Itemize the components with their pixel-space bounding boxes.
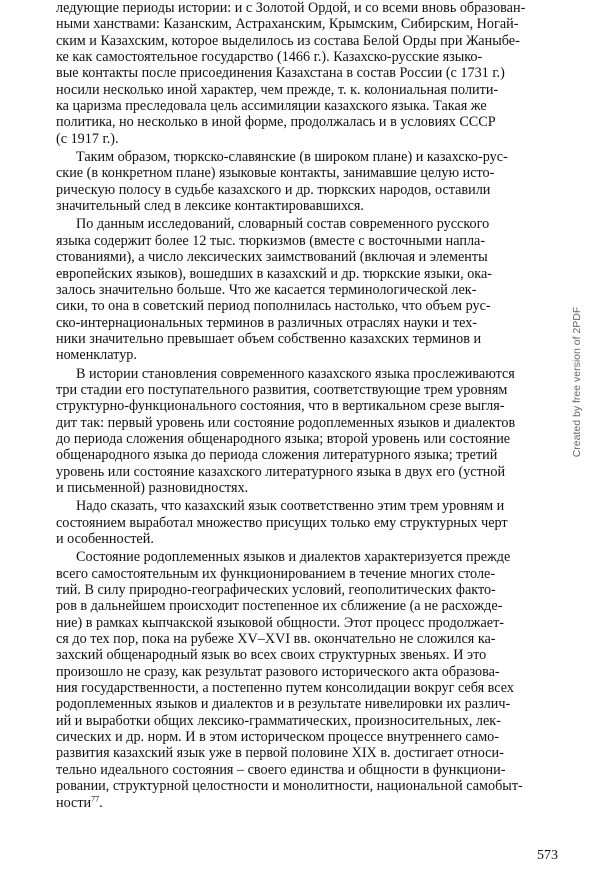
text-line: языка содержит более 12 тыс. тюркизмов (вместе с восточными напла- xyxy=(56,232,486,249)
text-line: залось значительно больше. Что же касается терминологической лек- xyxy=(56,281,477,298)
text-line: ке как самостоятельное государство (1466 г.). Казахско-русские языко- xyxy=(56,49,483,66)
text-line: ским и Казахским, которое выделилось из состава Белой Орды при Жаныбе- xyxy=(56,32,520,49)
text-line: Таким образом, тюркско-славянские (в широком плане) и казахско-рус- xyxy=(76,149,508,166)
paragraph-5 xyxy=(56,498,568,547)
paragraph-1 xyxy=(56,0,568,147)
text-line: тельно идеального состояния – своего единства и общности в функциони- xyxy=(56,761,506,778)
text-line: ий и выработки общих лексико-грамматических, произносительных, лек- xyxy=(56,712,501,729)
page-body xyxy=(56,0,568,811)
watermark-text: Created by free version of 2PDF xyxy=(571,306,583,458)
text-line: ка царизма преследовала цель ассимиляции казахского языка. Такая же xyxy=(56,98,487,115)
text-line: ние) в рамках кыпчакской языковой общности. Этот процесс продолжает- xyxy=(56,614,504,631)
text-line: состоянием выработал множество присущих только ему структурных черт xyxy=(56,514,508,531)
text-line: и письменной) разновидностях. xyxy=(56,479,249,496)
text-line: Надо сказать, что казахский язык соответственно этим трем уровням и xyxy=(76,498,505,515)
text-line: уровень или состояние казахского литературного языка в двух его (устной xyxy=(56,463,506,480)
text-line: значительный след в лексике контактировавшихся. xyxy=(56,198,364,215)
text-line: сики, то она в советский период пополнилась настолько, что объем рус- xyxy=(56,298,491,315)
text-line: европейских языков), вошедших в казахский и др. тюркские языки, ока- xyxy=(56,265,493,282)
text-line: дит так: первый уровень или состояние родоплеменных языков и диалектов xyxy=(56,414,516,431)
text-line: ско-интернациональных терминов в различных отраслях науки и тех- xyxy=(56,314,478,331)
text-line: захский общенародный язык во всех своих структурных звеньях. И это xyxy=(56,647,487,664)
text-fragment: ности xyxy=(56,794,92,811)
text-line: тий. В силу природно-географических условий, геополитических факто- xyxy=(56,582,496,599)
text-line: политика, но несколько в иной форме, продолжалась и в условиях СССР xyxy=(56,114,496,131)
text-line: ся до тех пор, пока на рубеже XV–XVI вв. окончательно не сложился ка- xyxy=(56,631,496,648)
text-line-last xyxy=(56,795,568,811)
text-line: произошло не сразу, как результат разового исторического акта образова- xyxy=(56,663,500,680)
text-line: ния государственности, а постепенно путем консолидации вокруг себя всех xyxy=(56,680,514,697)
text-line: ными ханствами: Казанским, Астраханским, Крымским, Сибирским, Ногай- xyxy=(56,16,519,33)
text-line: номенклатур. xyxy=(56,347,137,364)
text-line: стованиями), а число лексических заимствований (включая и элементы xyxy=(56,249,488,266)
text-line: По данным исследований, словарный состав современного русского xyxy=(76,216,490,233)
text-line: носили несколько иной характер, чем прежде, т. к. колониальная полити- xyxy=(56,81,499,98)
text-line: до периода сложения общенародного языка; второй уровень или состояние xyxy=(56,430,511,447)
footnote-ref[interactable]: 77 xyxy=(91,793,100,803)
text-line: три стадии его поступательного развития, соответствующие трем уровням xyxy=(56,381,508,398)
page-number: 573 xyxy=(537,848,558,863)
text-line: ледующие периоды истории: и с Золотой Ордой, и со всеми вновь образован- xyxy=(56,0,526,16)
text-line: В истории становления современного казахского языка прослеживаются xyxy=(76,365,515,382)
paragraph-2 xyxy=(56,149,568,214)
text-line: структурно-функционального состояния, что в вертикальном срезе выгля- xyxy=(56,398,505,415)
paragraph-3 xyxy=(56,216,568,363)
paragraph-4 xyxy=(56,366,568,497)
text-line: общенародного языка до периода сложения литературного языка; третий xyxy=(56,447,498,464)
text-line: ники значительно превышает объем собственно казахских терминов и xyxy=(56,330,482,347)
text-line: родоплеменных языков и диалектов и в результате нивелировки их различ- xyxy=(56,696,511,713)
text-line: рическую полосу в судьбе казахского и др. тюркских народов, оставили xyxy=(56,181,491,198)
text-line: и особенностей. xyxy=(56,531,154,547)
text-line: Состояние родоплеменных языков и диалектов характеризуется прежде xyxy=(76,549,511,566)
text-line: всего самостоятельным их функционированием в течение многих столе- xyxy=(56,565,496,582)
text-line: (с 1917 г.). xyxy=(56,130,119,147)
text-line: вые контакты после присоединения Казахстана в состав России (с 1731 г.) xyxy=(56,65,505,82)
paragraph-6 xyxy=(56,549,568,811)
text-line: ские (в конкретном плане) языковые контакты, занимавшие целую исто- xyxy=(56,165,495,182)
text-line: сических и др. норм. И в этом историческом процессе внутреннего само- xyxy=(56,729,499,746)
text-line: ровании, структурной целостности и монолитности, национальной самобыт- xyxy=(56,778,523,795)
text-line: ров в дальнейшем происходит постепенное их сближение (а не расхожде- xyxy=(56,598,503,615)
text-line: развития казахский язык уже в первой половине XIX в. достигает относи- xyxy=(56,745,504,762)
text-fragment: . xyxy=(99,794,103,811)
